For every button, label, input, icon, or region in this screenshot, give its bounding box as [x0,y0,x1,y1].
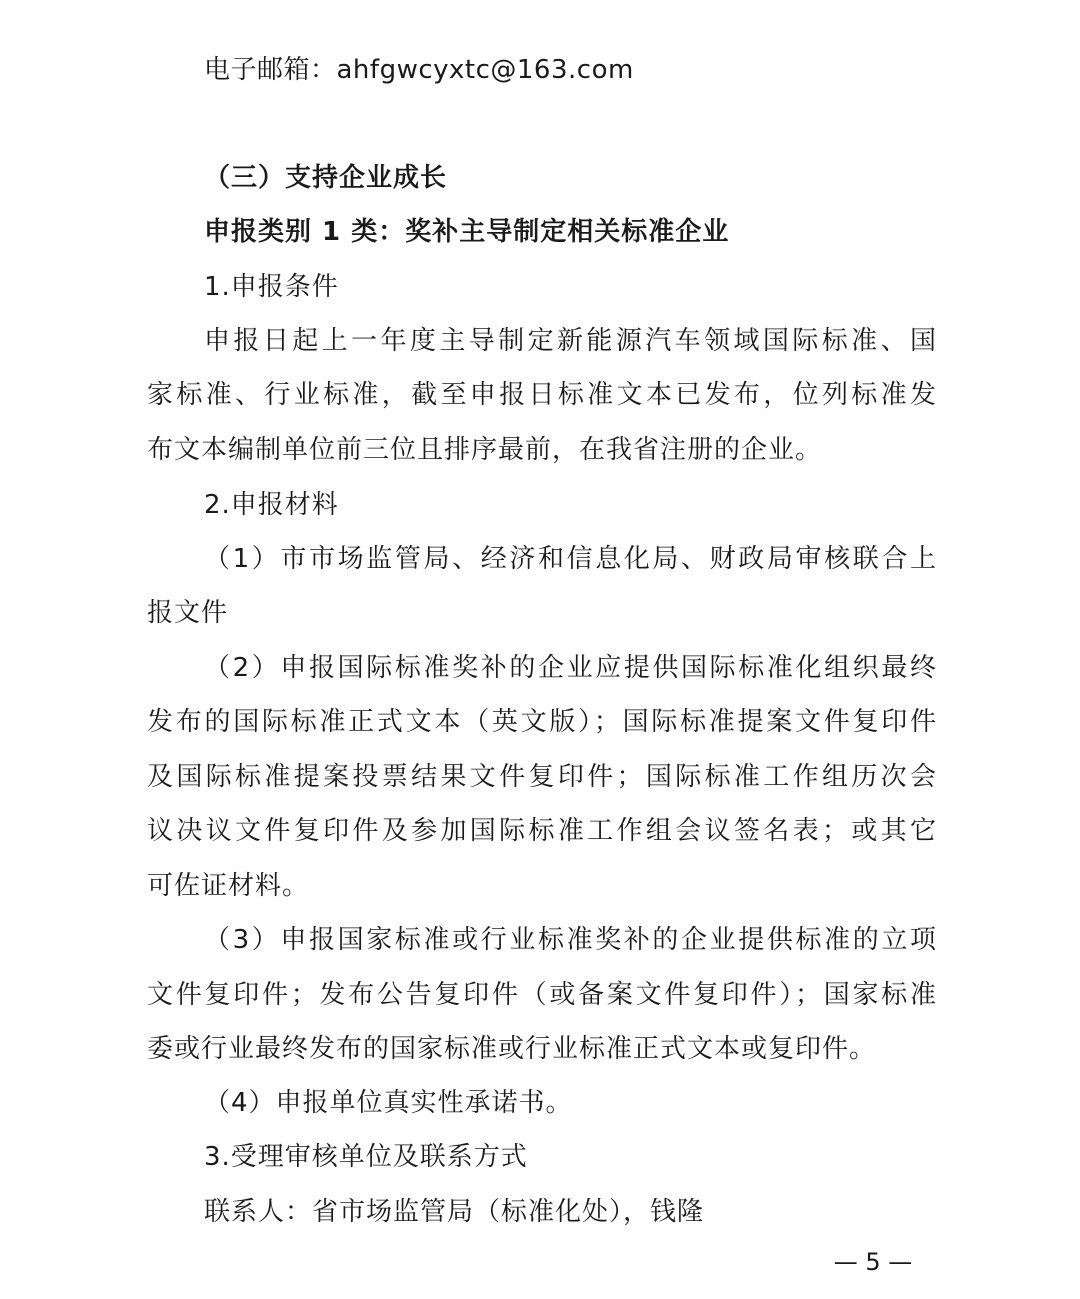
paragraph-line: （2）申报国际标准奖补的企业应提供国际标准化组织最终 [204,653,937,683]
paragraph-line: 发布的国际标准正式文本（英文版）；国际标准提案文件复印件 [147,707,937,737]
page-number: — 5 — [833,1248,913,1276]
section-heading: （三）支持企业成长 [204,163,448,193]
paragraph-line: 申报日起上一年度主导制定新能源汽车领域国际标准、国 [204,326,937,356]
paragraph-line: 报文件 [147,598,229,628]
paragraph-line: （3）申报国家标准或行业标准奖补的企业提供标准的立项 [204,925,937,955]
paragraph-line: 家标准、行业标准，截至申报日标准文本已发布，位列标准发 [147,380,937,410]
paragraph-line: 文件复印件；发布公告复印件（或备案文件复印件）；国家标准 [147,980,937,1010]
subheading-contact: 3.受理审核单位及联系方式 [204,1142,528,1172]
paragraph-line: 委或行业最终发布的国家标准或行业标准正式文本或复印件。 [147,1034,877,1064]
paragraph-line: 布文本编制单位前三位且排序最前，在我省注册的企业。 [147,435,823,465]
subheading-conditions: 1.申报条件 [204,272,339,302]
paragraph-line: 议决议文件复印件及参加国际标准工作组会议签名表；或其它 [147,816,937,846]
paragraph-line: （4）申报单位真实性承诺书。 [204,1088,573,1118]
paragraph-line: 可佐证材料。 [147,871,310,901]
paragraph-line: 及国际标准提案投票结果文件复印件；国际标准工作组历次会 [147,762,937,792]
paragraph-line: （1）市市场监管局、经济和信息化局、财政局审核联合上 [204,544,937,574]
contact-line: 联系人：省市场监管局（标准化处），钱隆 [204,1197,705,1227]
category-heading: 申报类别 1 类：奖补主导制定相关标准企业 [204,217,730,247]
subheading-materials: 2.申报材料 [204,490,339,520]
email-line: 电子邮箱：ahfgwcyxtc@163.com [204,55,634,85]
